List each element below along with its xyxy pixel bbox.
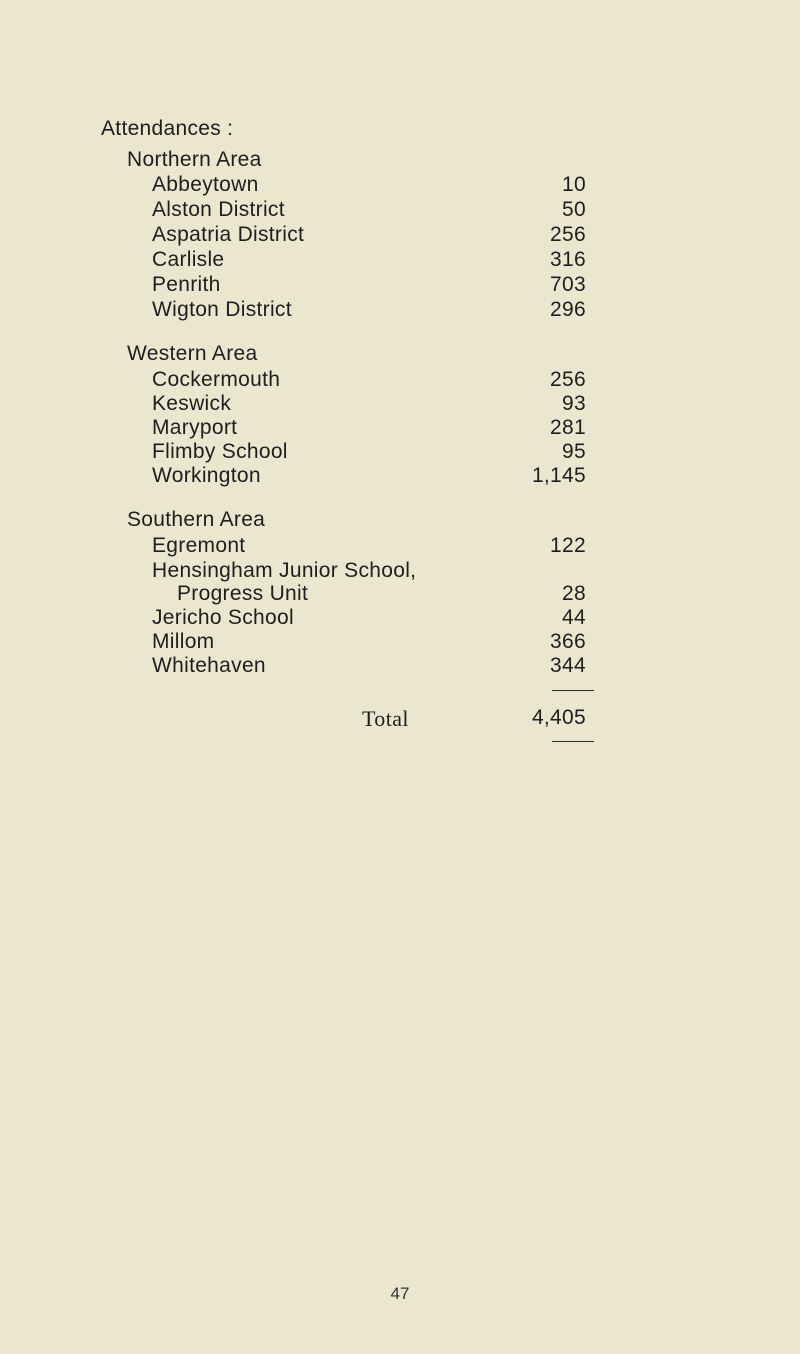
page-number: 47 (390, 1284, 410, 1303)
attendance-row (152, 559, 586, 583)
row-label: Progress Unit (177, 582, 309, 605)
attendance-row (152, 298, 586, 322)
total-label: Total (362, 706, 409, 731)
row-label: Whitehaven (152, 654, 266, 677)
attendance-row (152, 606, 586, 630)
row-label: Millom (152, 630, 215, 653)
row-value: 95 (562, 440, 586, 463)
row-label: Penrith (152, 273, 221, 296)
row-label: Carlisle (152, 248, 225, 271)
attendance-row (152, 392, 586, 416)
attendance-row (152, 440, 586, 464)
row-label: Jericho School (152, 606, 294, 629)
row-label: Maryport (152, 416, 238, 439)
total-top-rule (552, 690, 594, 691)
total-value: 4,405 (531, 706, 586, 729)
row-label: Wigton District (152, 298, 292, 321)
row-value: 366 (550, 630, 586, 653)
attendance-row (152, 368, 586, 392)
row-label: Flimby School (152, 440, 288, 463)
attendance-row (152, 630, 586, 654)
western-area-title: Western Area (127, 342, 258, 365)
row-label: Egremont (152, 534, 246, 557)
attendances-heading: Attendances : (101, 117, 234, 140)
row-value: 44 (562, 606, 586, 629)
attendance-row (152, 582, 586, 606)
row-label: Cockermouth (152, 368, 281, 391)
row-value: 10 (562, 173, 586, 196)
row-value: 281 (550, 416, 586, 439)
attendance-row (152, 416, 586, 440)
row-label: Aspatria District (152, 223, 305, 246)
attendance-row (152, 248, 586, 272)
attendance-row (152, 173, 586, 197)
row-label: Keswick (152, 392, 232, 415)
row-value: 50 (562, 198, 586, 221)
row-value: 703 (550, 273, 586, 296)
attendance-row (152, 534, 586, 558)
attendance-row (152, 464, 586, 488)
row-value: 93 (562, 392, 586, 415)
row-value: 256 (550, 223, 586, 246)
row-value: 256 (550, 368, 586, 391)
attendance-row (152, 654, 586, 678)
row-value: 344 (550, 654, 586, 677)
row-label: Alston District (152, 198, 285, 221)
row-value: 122 (550, 534, 586, 557)
row-value: 296 (550, 298, 586, 321)
row-label: Hensingham Junior School, (152, 559, 417, 582)
row-label: Workington (152, 464, 261, 487)
attendance-row (152, 273, 586, 297)
attendance-row (152, 198, 586, 222)
row-value: 28 (562, 582, 586, 605)
row-value: 316 (550, 248, 586, 271)
attendance-row (152, 223, 586, 247)
southern-area-title: Southern Area (127, 508, 266, 531)
total-bottom-rule (552, 741, 594, 742)
northern-area-title: Northern Area (127, 148, 262, 171)
row-value: 1,145 (531, 464, 586, 487)
row-label: Abbeytown (152, 173, 259, 196)
